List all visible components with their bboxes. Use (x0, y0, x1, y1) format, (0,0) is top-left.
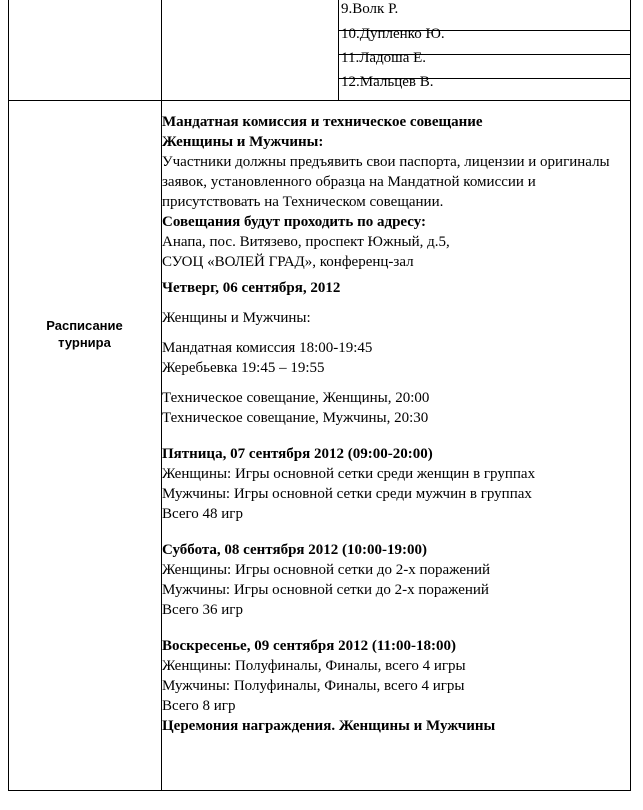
schedule-total: Всего 48 игр (162, 506, 243, 522)
schedule-item: Мужчины: Игры основной сетки среди мужчин в группах (162, 486, 532, 502)
table-bottom-border (8, 790, 631, 791)
schedule-item: Мандатная комиссия 18:00-19:45 (162, 340, 373, 356)
section-label: Расписание турнира (46, 318, 123, 350)
mandate-heading: Мандатная комиссия и техническое совещание (162, 114, 483, 130)
schedule-item: Мужчины: Полуфиналы, Финалы, всего 4 игры (162, 678, 465, 694)
schedule-total: Всего 8 игр (162, 698, 236, 714)
day-title: Суббота, 08 сентября 2012 (10:00-19:00) (162, 542, 428, 558)
list-item: 11.Ладоша Е. (341, 50, 427, 66)
intro-text: Участники должны предъявить свои паспорта, лицензии и оригиналы заявок, установленного образца на Мандатной комиссии и присутствовать на Техническом совещании. (162, 154, 610, 210)
ceremony-heading: Церемония награждения. Женщины и Мужчины (162, 718, 496, 734)
schedule-item: Мужчины: Игры основной сетки до 2-х поражений (162, 582, 489, 598)
list-item: 12.Мальцев В. (341, 74, 434, 90)
schedule-item: Женщины: Полуфиналы, Финалы, всего 4 игры (162, 658, 466, 674)
schedule-item: Жеребьевка 19:45 – 19:55 (162, 360, 325, 376)
address-line: Анапа, пос. Витязево, проспект Южный, д.5, (162, 234, 450, 250)
list-item: 10.Дупленко Ю. (341, 26, 445, 42)
day-title: Четверг, 06 сентября, 2012 (162, 280, 341, 296)
day-title: Воскресенье, 09 сентября 2012 (11:00-18:00) (162, 638, 457, 654)
address-heading: Совещания будут проходить по адресу: (162, 214, 427, 230)
schedule-item: Женщины: Игры основной сетки до 2-х поражений (162, 562, 491, 578)
schedule-item: Техническое совещание, Женщины, 20:00 (162, 390, 430, 406)
section-label-cell (8, 101, 161, 790)
schedule-total: Всего 36 игр (162, 602, 243, 618)
team-list-cell (338, 0, 630, 100)
schedule-content (162, 112, 626, 736)
list-item: 9.Волк Р. (341, 1, 399, 17)
schedule-item: Женщины: Игры основной сетки среди женщин в группах (162, 466, 536, 482)
day-group: Женщины и Мужчины: (162, 310, 311, 326)
table-border-right (630, 0, 631, 790)
day-title: Пятница, 07 сентября 2012 (09:00-20:00) (162, 446, 433, 462)
mandate-subheading: Женщины и Мужчины: (162, 134, 324, 150)
schedule-item: Техническое совещание, Мужчины, 20:30 (162, 410, 429, 426)
address-line: СУОЦ «ВОЛЕЙ ГРАД», конференц-зал (162, 254, 414, 270)
